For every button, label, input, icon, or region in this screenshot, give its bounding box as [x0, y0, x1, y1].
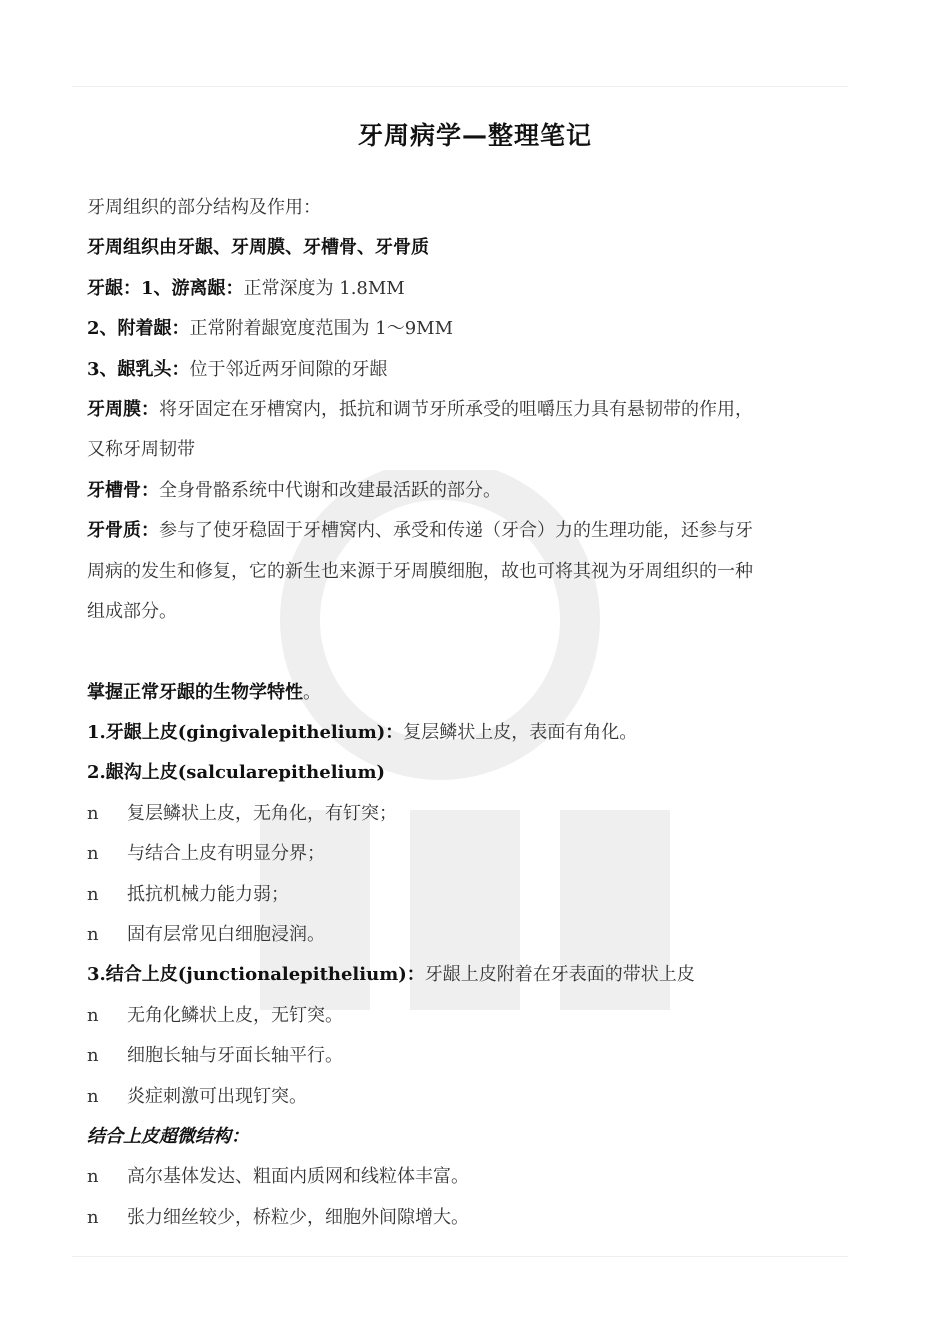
- list-item-text: 复层鳞状上皮，无角化，有钉突；: [127, 802, 397, 824]
- pdl-text: 将牙固定在牙槽窝内，抵抗和调节牙所承受的咀嚼压力具有悬韧带的作用，: [159, 398, 753, 420]
- blank-gap: [87, 632, 857, 672]
- junctional-epithelium-label: 3.结合上皮(junctionalepithelium)：: [87, 964, 425, 986]
- gingiva-free-line: [87, 269, 857, 309]
- list-item: [87, 1077, 857, 1117]
- list-item-text: 高尔基体发达、粗面内质网和线粒体丰富。: [127, 1166, 469, 1188]
- alveolar-bone-line: [87, 471, 857, 511]
- junctional-epithelium-text: 牙龈上皮附着在牙表面的带状上皮: [424, 964, 695, 986]
- cementum-line-cont-1: 周病的发生和修复，它的新生也来源于牙周膜细胞，故也可将其视为牙周组织的一种: [87, 560, 753, 582]
- junctional-epithelium-line: [87, 955, 857, 995]
- cementum-text: 参与了使牙稳固于牙槽窝内、承受和传递（牙合）力的生理功能，还参与牙: [159, 520, 753, 542]
- alveolar-bone-text: 全身骨骼系统中代谢和改建最活跃的部分。: [159, 479, 501, 501]
- structure-summary: 牙周组织由牙龈、牙周膜、牙槽骨、牙骨质: [87, 237, 429, 259]
- papilla-label: 3、龈乳头：: [87, 358, 190, 380]
- biology-heading-label: 掌握正常牙龈的生物学特性: [87, 681, 303, 703]
- alveolar-bone-label: 牙槽骨：: [87, 479, 159, 501]
- bullet-marker: n: [87, 924, 99, 946]
- biology-heading: [87, 673, 857, 713]
- list-item-text: 抵抗机械力能力弱；: [127, 883, 289, 905]
- sulcular-epithelium-heading: 2.龈沟上皮(salcularepithelium): [87, 762, 386, 784]
- pdl-label: 牙周膜：: [87, 398, 159, 420]
- bullet-marker: n: [87, 843, 99, 865]
- biology-heading-end: 。: [303, 681, 321, 703]
- bullet-marker: n: [87, 1004, 99, 1026]
- pdl-line: [87, 390, 857, 430]
- attached-gingiva-text: 正常附着龈宽度范围为 1～9MM: [189, 318, 454, 340]
- pdl-line-cont: 又称牙周韧带: [87, 439, 195, 461]
- bullet-marker: n: [87, 1166, 99, 1188]
- attached-gingiva-label: 2、附着龈：: [87, 318, 190, 340]
- gingiva-free-label: 牙龈：1、游离龈：: [87, 277, 244, 299]
- bullet-marker: n: [87, 1085, 99, 1107]
- bullet-marker: n: [87, 802, 99, 824]
- gingival-epithelium-label: 1.牙龈上皮(gingivalepithelium)：: [87, 722, 404, 744]
- list-item: [87, 996, 857, 1036]
- list-item: [87, 794, 857, 834]
- list-item: [87, 915, 857, 955]
- list-item: [87, 834, 857, 874]
- papilla-text: 位于邻近两牙间隙的牙龈: [189, 358, 388, 380]
- section-intro: 牙周组织的部分结构及作用：: [87, 197, 321, 218]
- list-item: [87, 1157, 857, 1197]
- papilla-line: [87, 350, 857, 390]
- cementum-line: [87, 511, 857, 551]
- header-rule: [72, 86, 848, 87]
- list-item: [87, 1036, 857, 1076]
- list-item-text: 无角化鳞状上皮，无钉突。: [127, 1004, 343, 1026]
- gingival-epithelium-text: 复层鳞状上皮，表面有角化。: [403, 722, 638, 744]
- attached-gingiva-line: [87, 309, 857, 349]
- list-item-text: 张力细丝较少，桥粒少，细胞外间隙增大。: [127, 1206, 469, 1228]
- list-item-text: 细胞长轴与牙面长轴平行。: [127, 1045, 343, 1067]
- list-item-text: 固有层常见白细胞浸润。: [127, 924, 325, 946]
- list-item: [87, 875, 857, 915]
- bullet-marker: n: [87, 1045, 99, 1067]
- list-item: [87, 1198, 857, 1238]
- gingival-epithelium-line: [87, 713, 857, 753]
- cementum-label: 牙骨质：: [87, 520, 159, 542]
- cementum-line-cont-2: 组成部分。: [87, 600, 177, 622]
- gingiva-free-text: 正常深度为 1.8MM: [243, 277, 405, 299]
- notes-body: [87, 188, 857, 1238]
- page-title: 牙周病学—整理笔记: [357, 121, 592, 150]
- bullet-marker: n: [87, 1206, 99, 1228]
- list-item-text: 炎症刺激可出现钉突。: [127, 1085, 307, 1107]
- bullet-marker: n: [87, 883, 99, 905]
- footer-rule: [72, 1256, 848, 1257]
- ultrastructure-heading: 结合上皮超微结构：: [87, 1125, 249, 1147]
- list-item-text: 与结合上皮有明显分界；: [127, 843, 325, 865]
